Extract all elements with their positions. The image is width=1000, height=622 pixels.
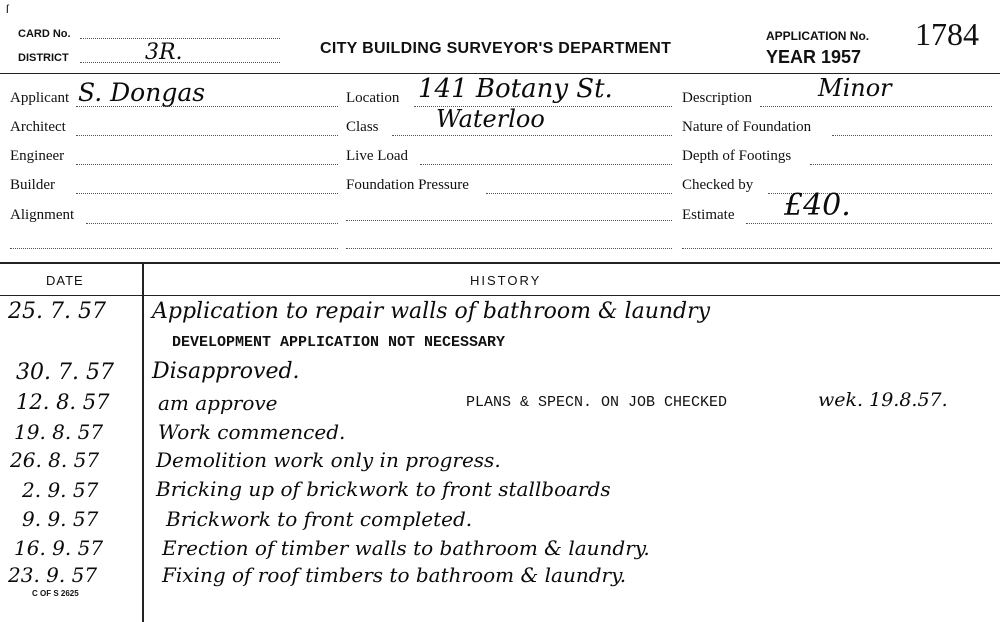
class-label: Class [346, 119, 379, 135]
history-entry: Application to repair walls of bathroom & laundry [152, 299, 711, 324]
history-rule-top [0, 262, 1000, 264]
history-date: 26. 8. 57 [10, 448, 100, 472]
description-label: Description [682, 90, 752, 106]
checked-by-label: Checked by [682, 177, 754, 193]
history-divider [142, 263, 144, 622]
history-date: 30. 7. 57 [16, 360, 114, 385]
history-entry: Demolition work only in progress. [156, 448, 501, 472]
estimate-label: Estimate [682, 207, 735, 223]
district-value: 3R. [145, 40, 183, 65]
date-column-header: DATE [46, 273, 84, 288]
location-value: 141 Botany St. [418, 74, 613, 104]
description-line [760, 106, 992, 107]
estimate-line [746, 223, 992, 224]
history-date: 2. 9. 57 [22, 478, 99, 502]
application-no-value: 1784 [915, 16, 979, 52]
class-line [392, 135, 672, 136]
history-entry: Bricking up of brickwork to front stallboards [156, 477, 611, 501]
blank-line-left [10, 248, 338, 249]
blank-line-middle-2 [346, 248, 672, 249]
district-label: DISTRICT [18, 52, 69, 64]
card-no-label: CARD No. [18, 28, 71, 40]
class-value: Waterloo [436, 105, 545, 133]
corner-mark: ſ [6, 2, 9, 16]
development-note: DEVELOPMENT APPLICATION NOT NECESSARY [172, 334, 506, 351]
live-load-label: Live Load [346, 148, 409, 164]
form-number: C OF S 2625 [32, 589, 79, 598]
live-load-line [420, 164, 672, 165]
estimate-value: £40. [784, 188, 851, 223]
history-date: 9. 9. 57 [22, 507, 99, 531]
history-column-header: HISTORY [470, 273, 542, 288]
history-typed-note: PLANS & SPECN. ON JOB CHECKED [466, 394, 728, 411]
depth-of-footings-label: Depth of Footings [682, 148, 792, 164]
description-value: Minor [818, 74, 892, 102]
nature-of-foundation-line [832, 135, 992, 136]
foundation-pressure-label: Foundation Pressure [346, 177, 469, 193]
engineer-line [76, 164, 338, 165]
builder-line [76, 193, 338, 194]
location-label: Location [346, 90, 400, 106]
history-date: 19. 8. 57 [14, 420, 104, 444]
history-entry: Work commenced. [158, 420, 346, 444]
builder-label: Builder [10, 177, 55, 193]
card-no-line [80, 38, 280, 39]
alignment-line [86, 223, 338, 224]
history-date: 12. 8. 57 [16, 390, 110, 414]
history-date: 25. 7. 57 [8, 299, 106, 324]
history-entry-suffix: wek. 19.8.57. [818, 389, 948, 411]
blank-line-middle [346, 220, 672, 221]
history-entry: Disapproved. [152, 359, 300, 384]
year-label: YEAR 1957 [766, 47, 862, 67]
alignment-label: Alignment [10, 207, 75, 223]
architect-label: Architect [10, 119, 66, 135]
history-entry: Erection of timber walls to bathroom & laundry. [162, 536, 650, 560]
depth-of-footings-line [810, 164, 992, 165]
history-entry: Brickwork to front completed. [166, 507, 473, 531]
history-entry: am approve [158, 391, 278, 415]
history-date: 16. 9. 57 [14, 536, 104, 560]
blank-line-right [682, 248, 992, 249]
history-rule-header [0, 295, 1000, 296]
nature-of-foundation-label: Nature of Foundation [682, 119, 812, 135]
applicant-value: S. Dongas [78, 78, 206, 107]
application-no-label: APPLICATION No. [766, 29, 870, 43]
history-entry: Fixing of roof timbers to bathroom & laundry. [162, 563, 627, 587]
engineer-label: Engineer [10, 148, 65, 164]
foundation-pressure-line [486, 193, 672, 194]
history-date: 23. 9. 57 [8, 563, 98, 587]
architect-line [76, 135, 338, 136]
applicant-label: Applicant [10, 90, 70, 106]
department-title: CITY BUILDING SURVEYOR'S DEPARTMENT [320, 40, 672, 57]
